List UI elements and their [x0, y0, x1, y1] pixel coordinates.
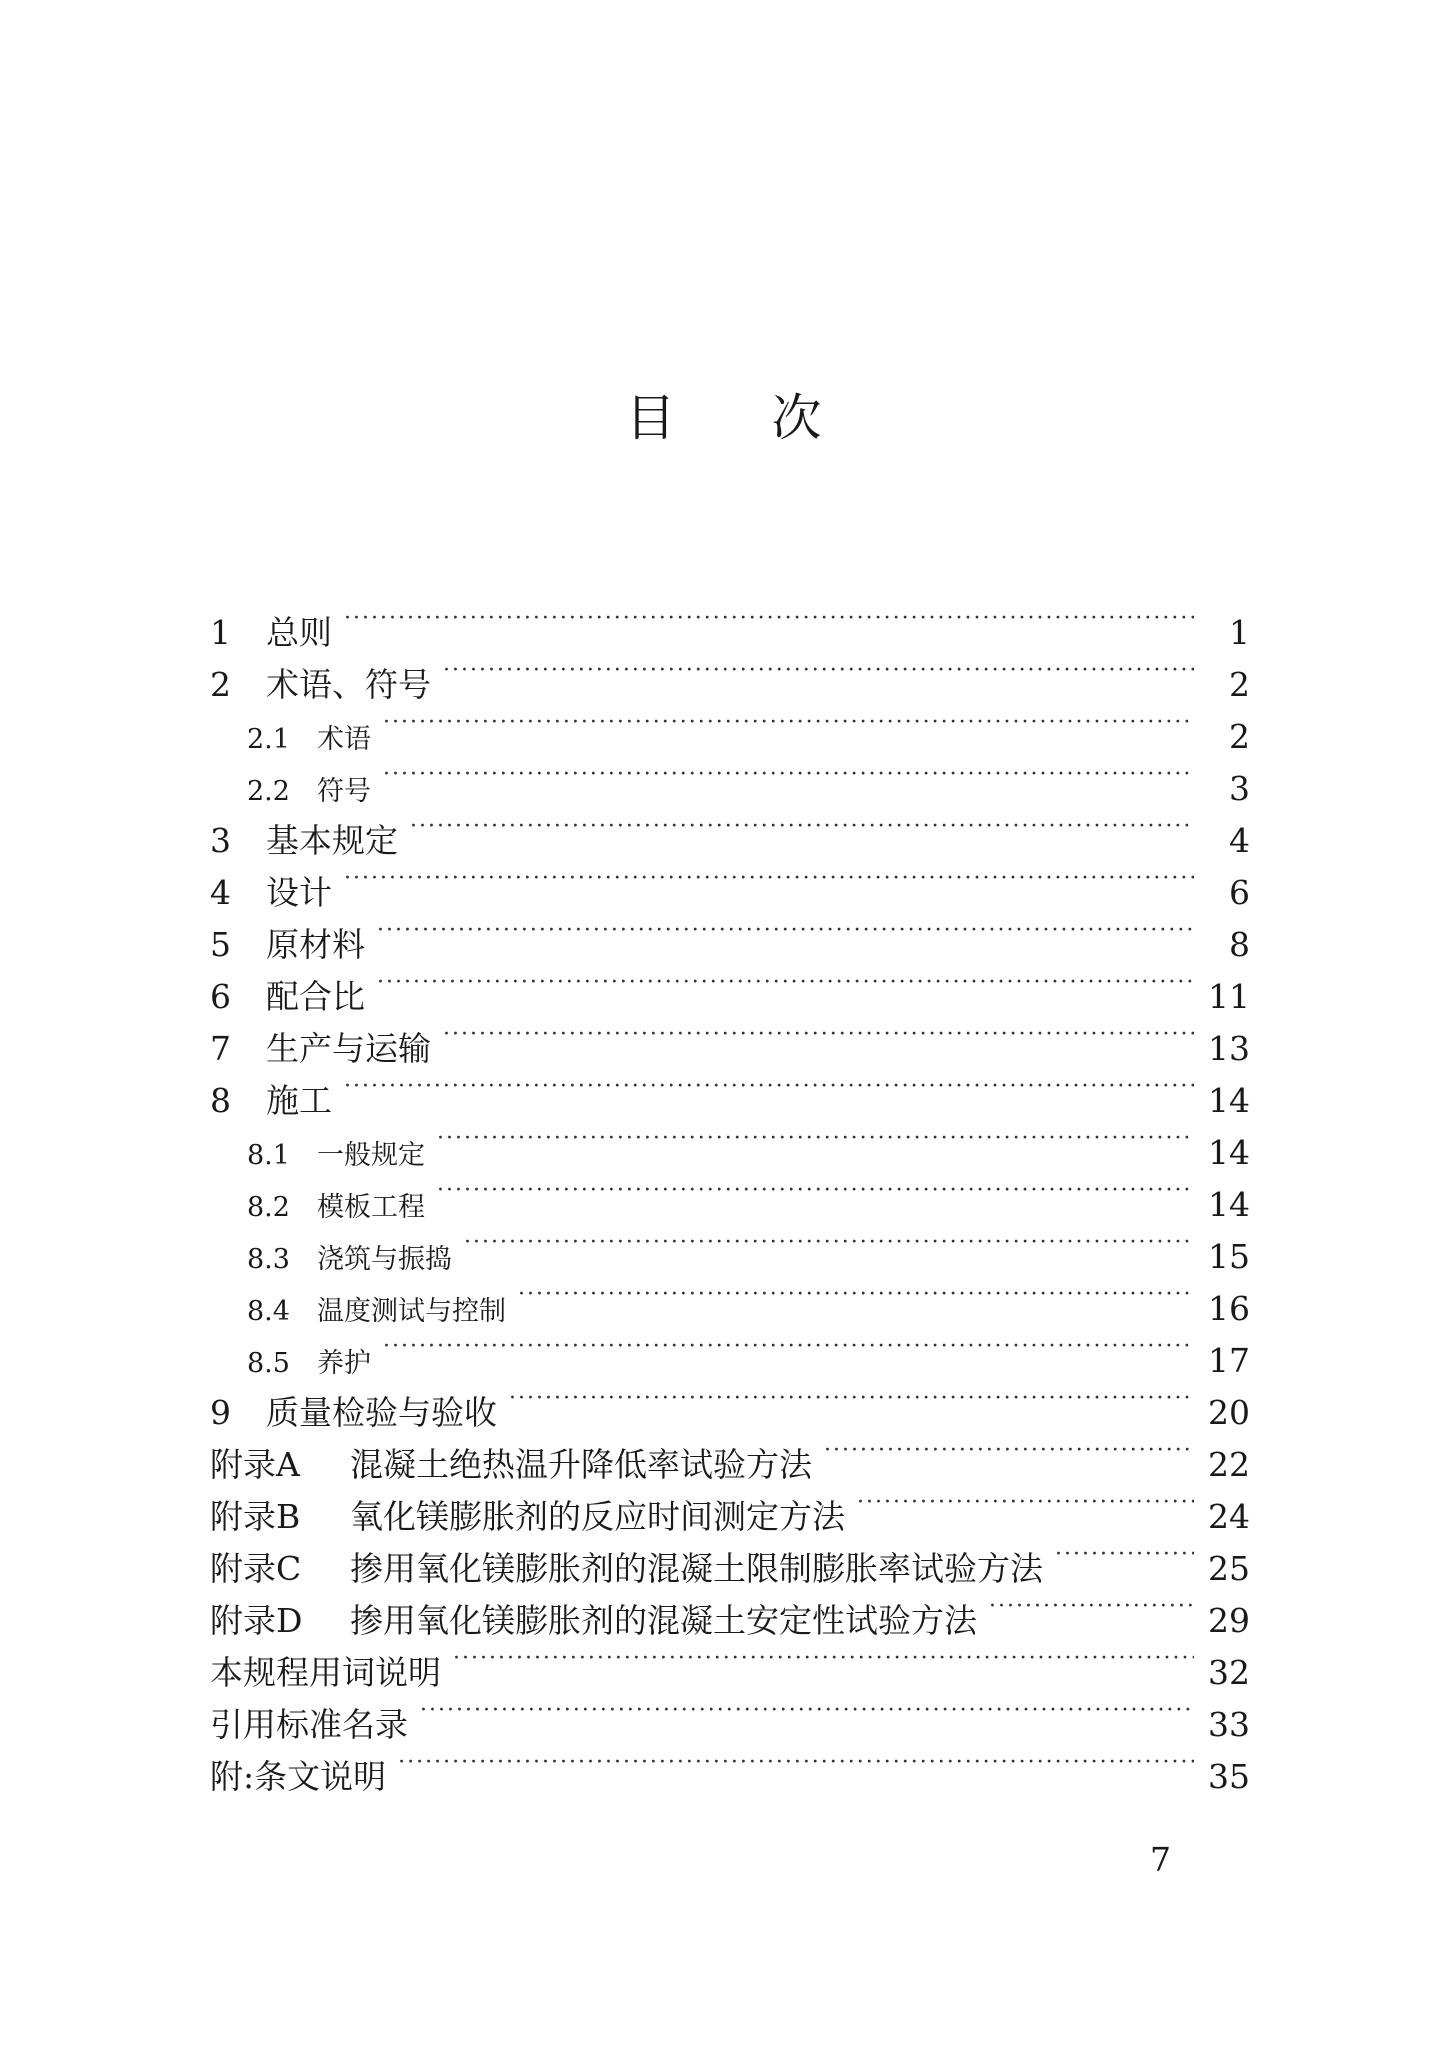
toc-entry-page: 35 — [1208, 1757, 1250, 1796]
toc-entry-title: 质量检验与验收 — [266, 1393, 497, 1432]
toc-entry[interactable] — [210, 904, 1250, 964]
toc-dot-leader — [383, 748, 1194, 800]
toc-entry-number: 4 — [210, 873, 231, 912]
toc-dot-leader — [464, 1216, 1194, 1268]
toc-entry-number: 附录A — [210, 1445, 300, 1484]
toc-dot-leader — [437, 1112, 1194, 1164]
toc-entry-page: 32 — [1208, 1653, 1250, 1692]
toc-entry-number: 7 — [210, 1029, 231, 1068]
toc-entry-title: 附:条文说明 — [210, 1757, 387, 1796]
toc-dot-leader — [857, 1476, 1194, 1528]
toc-dot-leader — [453, 1632, 1194, 1684]
toc-entry-title: 引用标准名录 — [210, 1705, 408, 1744]
toc-entry-page: 14 — [1208, 1133, 1250, 1172]
toc-entry-page: 6 — [1229, 873, 1250, 912]
toc-entry-page: 13 — [1208, 1029, 1250, 1068]
toc-entry-page: 14 — [1208, 1185, 1250, 1224]
toc-entry[interactable] — [210, 644, 1250, 704]
toc-entry-number: 3 — [210, 821, 231, 860]
toc-entry[interactable] — [210, 1112, 1250, 1172]
toc-entry-title: 设计 — [266, 873, 332, 912]
toc-entry-number: 8 — [210, 1081, 231, 1120]
toc-entry[interactable] — [210, 1060, 1250, 1120]
page-title: 目 次 — [625, 389, 862, 447]
table-of-contents — [210, 592, 1250, 1796]
toc-entry-number: 8.5 — [247, 1348, 290, 1379]
toc-dot-leader — [344, 1060, 1194, 1112]
toc-entry-page: 20 — [1208, 1393, 1250, 1432]
toc-dot-leader — [383, 1320, 1194, 1372]
toc-entry-page: 16 — [1208, 1289, 1250, 1328]
toc-dot-leader — [509, 1372, 1194, 1424]
toc-dot-leader — [443, 644, 1194, 696]
toc-entry-number: 8.3 — [247, 1244, 290, 1275]
toc-dot-leader — [344, 592, 1194, 644]
toc-entry[interactable] — [210, 592, 1250, 652]
toc-dot-leader — [383, 696, 1194, 748]
toc-dot-leader — [398, 1736, 1194, 1788]
toc-entry-page: 22 — [1208, 1445, 1250, 1484]
toc-entry-number: 8.1 — [247, 1140, 290, 1171]
toc-entry-page: 15 — [1208, 1237, 1250, 1276]
toc-entry-title: 本规程用词说明 — [210, 1653, 441, 1692]
toc-entry-number: 附录D — [210, 1601, 303, 1640]
toc-entry-page: 2 — [1229, 717, 1250, 756]
toc-entry-number: 2.1 — [247, 724, 290, 755]
toc-entry-page: 17 — [1208, 1341, 1250, 1380]
toc-entry-title: 一般规定 — [317, 1140, 425, 1171]
toc-dot-leader — [824, 1424, 1194, 1476]
toc-entry-title: 术语 — [317, 724, 371, 755]
toc-entry-title: 混凝土绝热温升降低率试验方法 — [350, 1445, 812, 1484]
toc-entry-title: 温度测试与控制 — [317, 1296, 506, 1327]
toc-entry-page: 11 — [1208, 977, 1250, 1016]
toc-entry-page: 24 — [1208, 1497, 1250, 1536]
toc-entry-page: 8 — [1229, 925, 1250, 964]
toc-entry-number: 5 — [210, 925, 231, 964]
toc-entry-title: 施工 — [266, 1081, 332, 1120]
toc-entry-page: 14 — [1208, 1081, 1250, 1120]
toc-dot-leader — [443, 1008, 1194, 1060]
toc-entry-title: 模板工程 — [317, 1192, 425, 1223]
toc-entry-title: 基本规定 — [266, 821, 398, 860]
toc-entry-page: 3 — [1229, 769, 1250, 808]
toc-entry-page: 29 — [1208, 1601, 1250, 1640]
toc-entry-page: 25 — [1208, 1549, 1250, 1588]
toc-entry-title: 符号 — [317, 776, 371, 807]
toc-dot-leader — [410, 800, 1194, 852]
toc-entry-number: 6 — [210, 977, 231, 1016]
toc-entry-number: 8.4 — [247, 1296, 290, 1327]
toc-entry-number: 附录B — [210, 1497, 301, 1536]
toc-entry-number: 2.2 — [247, 776, 290, 807]
toc-entry-title: 总则 — [266, 613, 332, 652]
toc-entry-title: 氧化镁膨胀剂的反应时间测定方法 — [350, 1497, 845, 1536]
toc-entry-page: 1 — [1229, 613, 1250, 652]
toc-entry-number: 1 — [210, 613, 231, 652]
toc-dot-leader — [989, 1580, 1194, 1632]
toc-dot-leader — [344, 852, 1194, 904]
toc-entry-title: 浇筑与振捣 — [317, 1244, 452, 1275]
toc-entry-title: 配合比 — [266, 977, 365, 1016]
toc-entry-number: 附录C — [210, 1549, 302, 1588]
toc-entry-title: 掺用氧化镁膨胀剂的混凝土安定性试验方法 — [350, 1601, 977, 1640]
toc-entry-page: 33 — [1208, 1705, 1250, 1744]
toc-dot-leader — [518, 1268, 1194, 1320]
toc-dot-leader — [1055, 1528, 1194, 1580]
toc-dot-leader — [420, 1684, 1194, 1736]
toc-entry-number: 9 — [210, 1393, 231, 1432]
toc-entry-title: 原材料 — [266, 925, 365, 964]
toc-entry-page: 4 — [1229, 821, 1250, 860]
toc-entry-title: 术语、符号 — [266, 665, 431, 704]
toc-dot-leader — [377, 904, 1194, 956]
toc-entry-title: 生产与运输 — [266, 1029, 431, 1068]
toc-entry-title: 掺用氧化镁膨胀剂的混凝土限制膨胀率试验方法 — [350, 1549, 1043, 1588]
page-number: 7 — [1150, 1840, 1171, 1879]
toc-entry-page: 2 — [1229, 665, 1250, 704]
toc-entry-title: 养护 — [317, 1348, 371, 1379]
toc-entry-number: 8.2 — [247, 1192, 290, 1223]
toc-dot-leader — [377, 956, 1194, 1008]
toc-entry-number: 2 — [210, 665, 231, 704]
toc-entry[interactable] — [210, 852, 1250, 912]
toc-dot-leader — [437, 1164, 1194, 1216]
